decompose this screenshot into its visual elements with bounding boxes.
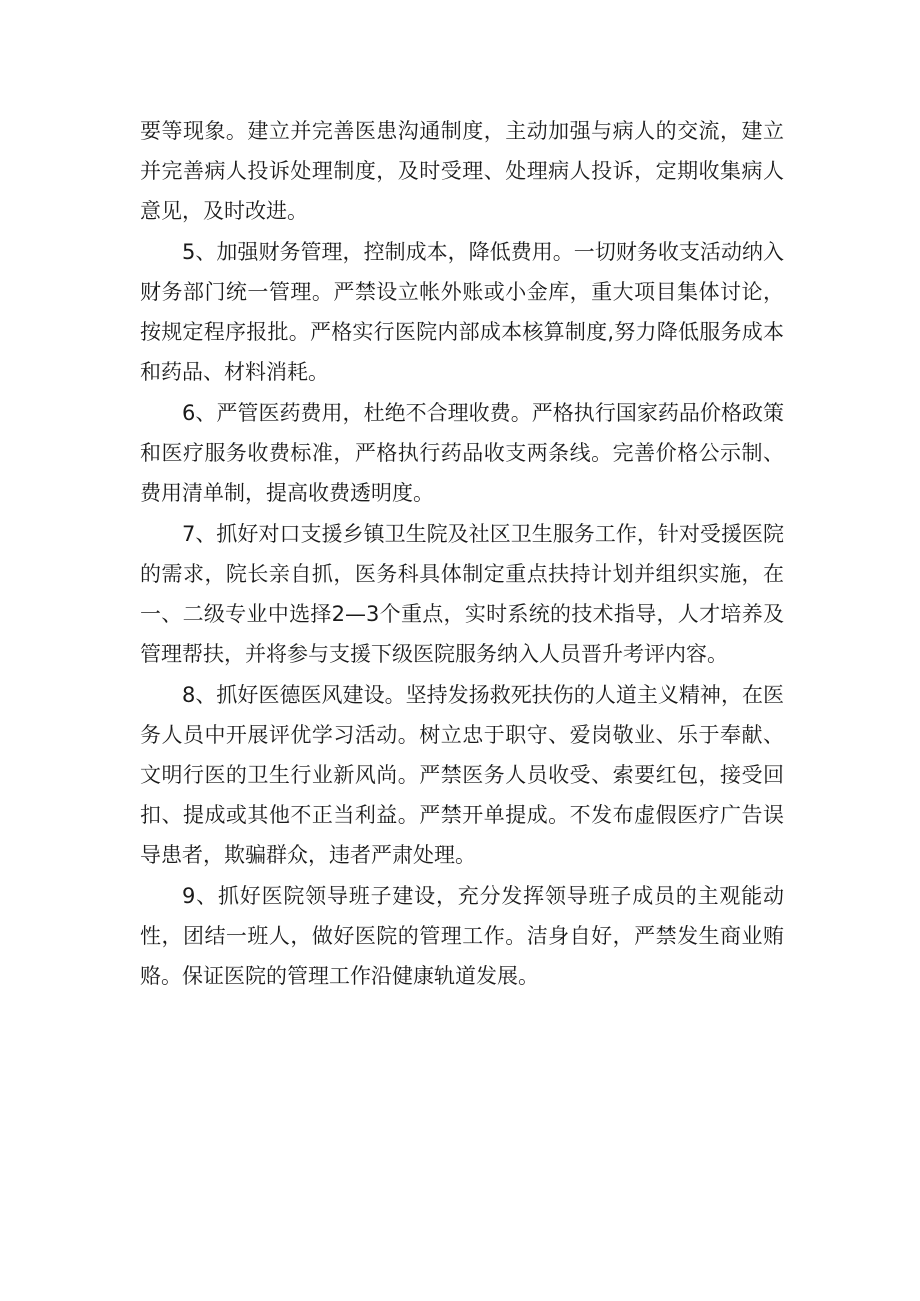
paragraph-item-7: 7、抓好对口支援乡镇卫生院及社区卫生服务工作，针对受援医院的需求，院长亲自抓，医务科具体制定重点扶持计划并组织实施，在一、二级专业中选择2—3个重点，实时系统的技术指导，人才培养及管理帮扶，并将参与支援下级医院服务纳入人员晋升考评内容。 bbox=[140, 522, 784, 666]
paragraph-item-9: 9、抓好医院领导班子建设，充分发挥领导班子成员的主观能动性，团结一班人，做好医院的管理工作。洁身自好，严禁发生商业贿赂。保证医院的管理工作沿健康轨道发展。 bbox=[140, 884, 784, 988]
document-body bbox=[140, 111, 784, 996]
paragraph-item-6: 6、严管医药费用，杜绝不合理收费。严格执行国家药品价格政策和医疗服务收费标准，严格执行药品收支两条线。完善价格公示制、费用清单制，提高收费透明度。 bbox=[140, 401, 784, 505]
paragraph-item-8: 8、抓好医德医风建设。坚持发扬救死扶伤的人道主义精神，在医务人员中开展评优学习活动。树立忠于职守、爱岗敬业、乐于奉献、文明行医的卫生行业新风尚。严禁医务人员收受、索要红包，接受回扣、提成或其他不正当利益。严禁开单提成。不发布虚假医疗广告误导患者，欺骗群众，违者严肃处理。 bbox=[140, 683, 784, 867]
paragraph-continuation: 要等现象。建立并完善医患沟通制度，主动加强与病人的交流，建立并完善病人投诉处理制度，及时受理、处理病人投诉，定期收集病人意见，及时改进。 bbox=[140, 119, 784, 223]
paragraph-item-5: 5、加强财务管理，控制成本，降低费用。一切财务收支活动纳入财务部门统一管理。严禁设立帐外账或小金库，重大项目集体讨论，按规定程序报批。严格实行医院内部成本核算制度,努力降低服务成本和药品、材料消耗。 bbox=[140, 240, 784, 384]
